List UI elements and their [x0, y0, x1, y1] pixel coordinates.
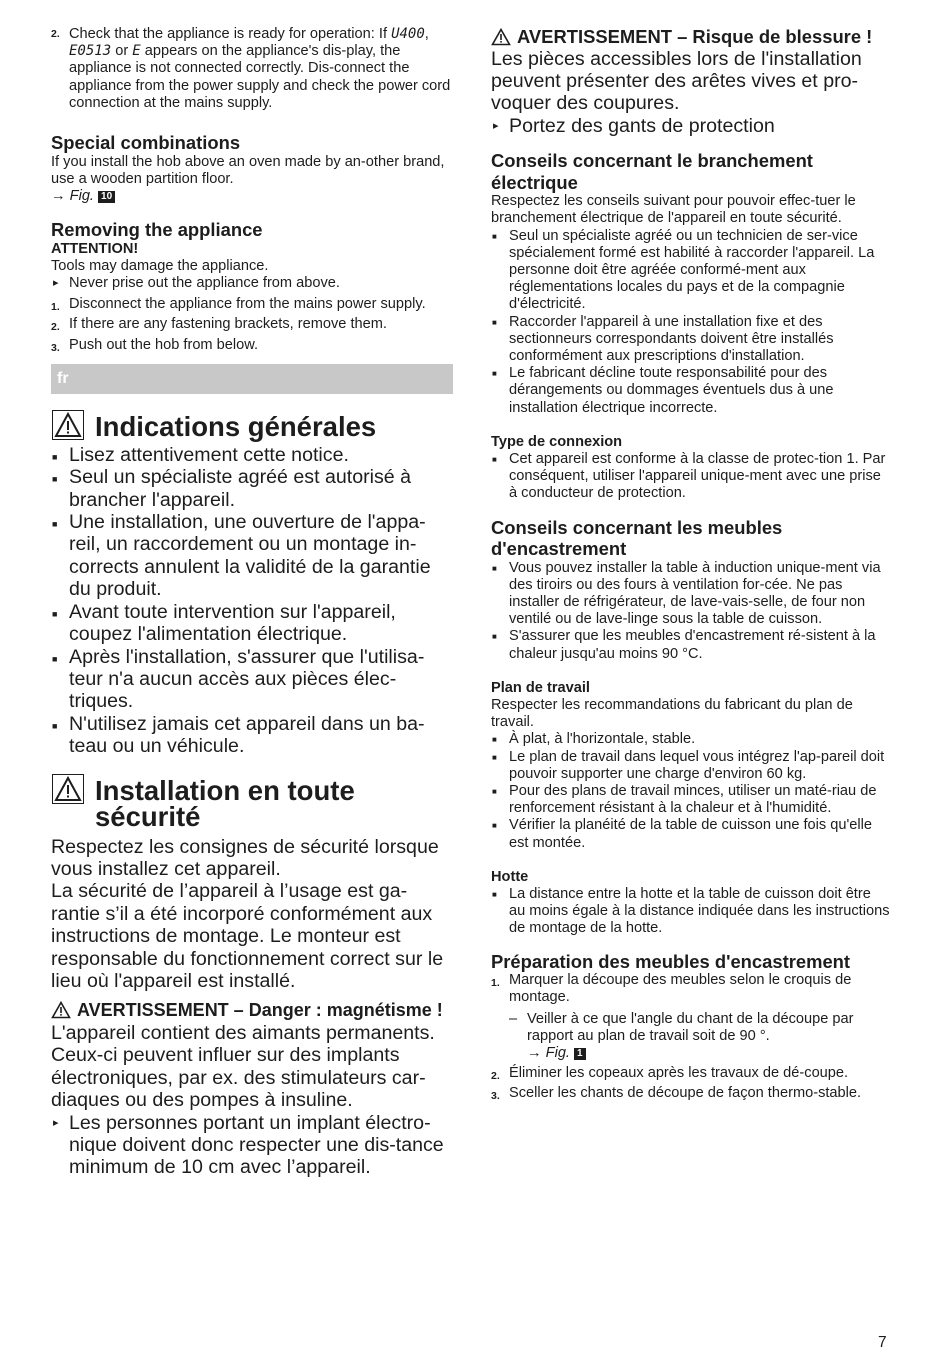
list-item: ■ S'assurer que les meubles d'encastrement ré-sistent à la chaleur jusqu'au moins 90 °C.: [491, 628, 891, 662]
list-item: ■ La distance entre la hotte et la table de cuisson doit être au moins égale à la distance indiquée dans les instructions de montage de la hotte.: [491, 886, 891, 938]
list-item: ■ N'utilisez jamais cet appareil dans un ba-teau ou un véhicule.: [51, 713, 453, 758]
list-item: ■ Vérifier la planéité de la table de cuisson une fois qu'elle est montée.: [491, 817, 891, 851]
language-bar: fr: [51, 364, 453, 394]
list-item: 1. Marquer la découpe des meubles selon le croquis de montage.: [491, 972, 852, 1006]
electrical-list: [491, 228, 891, 417]
list-item: ■ Le fabricant décline toute responsabilité pour des dérangements ou dommages éventuels dus à une installation électrique incorrecte.: [491, 365, 891, 417]
indications-list: [51, 444, 453, 758]
list-item: 3. Sceller les chants de découpe de façon thermo-stable.: [491, 1085, 862, 1103]
worktop-intro: Respecter les recommandations du fabricant du plan de travail.: [491, 697, 853, 731]
warning-triangle-icon: [52, 410, 84, 440]
furniture-list: [491, 560, 891, 663]
hood-heading: Hotte: [491, 868, 529, 885]
list-item: 2. If there are any fastening brackets, remove them.: [51, 316, 387, 334]
list-item: ■ Une installation, une ouverture de l'appa-reil, un raccordement ou un montage in-corrects annulent la validité de la garantie du produit.: [51, 511, 453, 601]
special-combinations-heading: Special combinations: [51, 132, 241, 154]
list-item: 1. Disconnect the appliance from the mains power supply.: [51, 296, 426, 314]
list-item: 2. Éliminer les copeaux après les travaux de dé-coupe.: [491, 1065, 849, 1083]
list-item: ■ Le plan de travail dans lequel vous intégrez l'ap-pareil doit pouvoir supporter une charge d'environ 60 kg.: [491, 749, 891, 783]
step-number: 2.: [51, 28, 60, 40]
list-item: ■ À plat, à l'horizontale, stable.: [491, 731, 891, 748]
list-item: ■ Avant toute intervention sur l'appareil, coupez l'alimentation électrique.: [51, 601, 453, 646]
magnet-warning-action: ▸ Les personnes portant un implant électro-nique doivent donc respecter une dis-tance minimum de 10 cm avec l’appareil.: [51, 1112, 453, 1179]
list-item: ■ Seul un spécialiste agréé ou un technicien de ser-vice spécialement formé est habilité à raccorder l'appareil. La personne doit être agréée conformé-ment aux réglementations locales du pays et de la compagnie d'électricité.: [491, 228, 891, 314]
warning-triangle-icon: [51, 1001, 71, 1019]
display-code: E0513: [69, 43, 112, 60]
preparation-heading: Préparation des meubles d'encastrement: [491, 950, 851, 972]
left-column: [51, 26, 453, 1179]
magnet-warning-text: L'appareil contient des aimants permanents. Ceux-ci peuvent influer sur des implants électroniques, par ex. des stimulateurs car-diaques ou des pompes à insuline.: [51, 1021, 435, 1112]
list-item: ■ Après l'installation, s'assurer que l'utilisa-teur n'a aucun accès aux pièces élec-triques.: [51, 646, 453, 713]
list-item: ■ Vous pouvez installer la table à induction unique-ment via des tiroirs ou des fours à ventilation for-cée. Ne pas installer de réfrigérateur, de lave-vais-selle, de four non ventilé ou de lave-linge sous la table de cuisson.: [491, 560, 891, 629]
list-item: ■ Cet appareil est conforme à la classe de protec-tion 1. Par conséquent, utiliser l'appareil unique-ment avec une prise à conducteur de protection.: [491, 451, 891, 503]
list-item: ■ Lisez attentivement cette notice.: [51, 444, 453, 466]
list-item: 3. Push out the hob from below.: [51, 336, 259, 354]
list-item: ■ Raccorder l'appareil à une installation fixe et des sectionneurs correspondants doivent être installés conformément aux prescriptions d'installation.: [491, 314, 891, 366]
removing-heading: Removing the appliance: [51, 219, 263, 241]
attention-text: Tools may damage the appliance.: [51, 257, 269, 274]
cut-warning-text: Les pièces accessibles lors de l'installation peuvent présenter des arêtes vives et pro-voquer des coupures.: [491, 47, 862, 115]
never-prise-item: ▸ Never prise out the appliance from above.: [51, 275, 453, 292]
fig-number-badge: 1: [574, 1048, 586, 1060]
furniture-heading: Conseils concernant les meubles d'encastrement: [491, 516, 783, 560]
list-item: ■ Seul un spécialiste agréé est autorisé à brancher l'appareil.: [51, 466, 453, 511]
connection-type-heading: Type de connexion: [491, 433, 623, 450]
magnet-warning-heading: AVERTISSEMENT – Danger : magnétisme !: [51, 1000, 453, 1022]
fig-reference: → Fig. 1: [491, 1045, 891, 1062]
warning-triangle-icon: [491, 28, 511, 46]
warning-triangle-icon: [52, 774, 84, 804]
display-code: U400: [391, 26, 425, 42]
page-number: 7: [878, 1334, 887, 1351]
electrical-intro: Respectez les conseils suivant pour pouvoir effec-tuer le branchement électrique de l'appareil en toute sécurité.: [491, 193, 856, 227]
cut-warning-action: ▸ Portez des gants de protection: [491, 115, 891, 137]
installation-intro: Respectez les consignes de sécurité lorsque vous installez cet appareil.: [51, 835, 439, 880]
fig-number-badge: 10: [98, 191, 115, 203]
indications-heading: Indications générales: [51, 410, 453, 440]
cut-warning-heading: AVERTISSEMENT – Risque de blessure !: [491, 26, 891, 48]
installation-heading: Installation en toute sécurité: [51, 774, 453, 830]
list-item: ■ Pour des plans de travail minces, utiliser un maté-riau de renforcement résistant à la chaleur et à l'humidité.: [491, 783, 891, 817]
worktop-heading: Plan de travail: [491, 679, 590, 696]
connection-type-list: [491, 451, 891, 503]
installation-text: La sécurité de l’appareil à l’usage est ga-rantie s’il a été incorporé conformément aux instructions de montage. Le monteur est responsable du fonctionnement correct sur le lieu où l'appareil est installé.: [51, 880, 444, 992]
display-code: E: [132, 43, 141, 60]
list-item: – Veiller à ce que l'angle du chant de la découpe par rapport au plan de travail soit de 90 °.: [491, 1011, 891, 1045]
preparation-steps: [491, 972, 891, 1102]
check-step: 2. Check that the appliance is ready for operation: If U400, E0513 or E appears on the appliance's dis-play, the appliance is not connected correctly. Dis-connect the appliance from the power supply and check the power cord connection at the mains supply.: [51, 26, 451, 111]
special-combinations-text: If you install the hob above an oven made by an-other brand, use a wooden partition floor.: [51, 153, 445, 187]
electrical-heading: Conseils concernant le branchement électrique: [491, 150, 813, 193]
attention-label: ATTENTION!: [51, 240, 139, 257]
right-column: [491, 26, 891, 1103]
hood-list: [491, 886, 891, 938]
fig-reference: → Fig. 10: [51, 188, 453, 205]
remove-steps-list: [51, 296, 453, 354]
worktop-list: [491, 731, 891, 851]
